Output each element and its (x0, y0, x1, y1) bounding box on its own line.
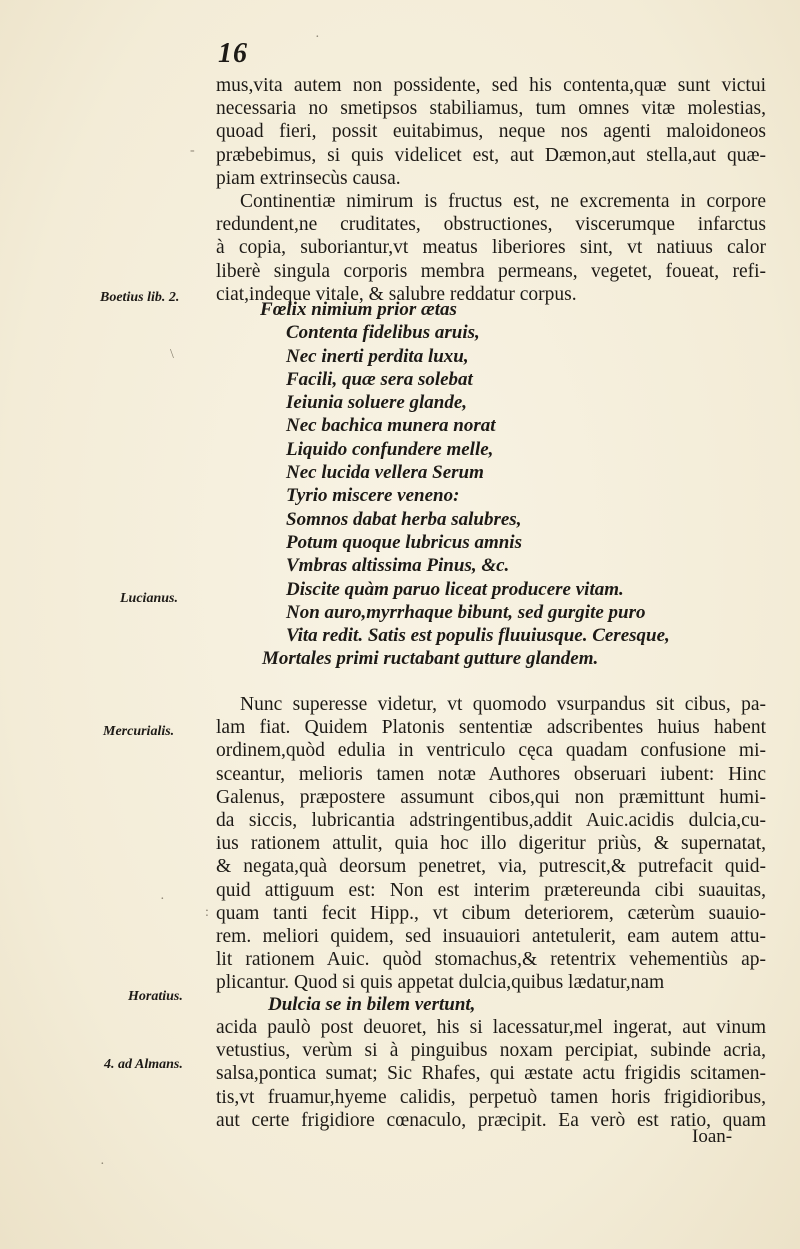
verse-line: Tyrio miscere veneno: (286, 485, 460, 507)
text-line: plicantur. Quod si quis appetat dulcia,quibus lædatur,nam (216, 972, 665, 994)
text-line: vetustius, verùm si à pinguibus noxam percipiat, subinde acria, (216, 1040, 766, 1062)
text-line: sceantur, melioris tamen notæ Authores obseruari iubent: Hinc (216, 763, 766, 785)
verse-line: Somnos dabat herba salubres, (286, 508, 522, 530)
text-line: Galenus, præpostere assumunt cibos,qui non præmittunt humi- (216, 786, 766, 808)
verse-line: Nec bachica munera norat (286, 415, 496, 437)
text-line: quid attiguum est: Non est interim prætereunda cibi suauitas, (216, 879, 766, 901)
text-line: præbebimus, si quis videlicet est, aut Dæmon,aut stella,aut quæ- (216, 144, 766, 166)
text-line: quam tanti fecit Hipp., vt cibum deteriorem, cæterùm suauio- (216, 902, 766, 924)
verse-line: Ieiunia soluere glande, (286, 392, 468, 414)
text-line: & negata,quà deorsum penetret, via, putrescit,& putrefacit quid- (216, 856, 766, 878)
verse-line: Vita redit. Satis est populis fluuiusque. Ceresque, (286, 625, 670, 647)
margin-note-boetius: Boetius lib. 2. (100, 290, 180, 305)
text-line: mus,vita autem non possidente, sed his contenta,quæ sunt victui (216, 75, 766, 96)
verse-line: Non auro,myrrhaque bibunt, sed gurgite puro (286, 601, 646, 623)
text-line: ordinem,quòd edulia in ventriculo cęca quadam confusione mi- (216, 740, 766, 762)
margin-note-lucianus: Lucianus. (120, 591, 178, 606)
text-line: liberè singula corporis membra permeans, vegetet, foueat, refi- (216, 260, 766, 282)
text-line: da siccis, lubricantia adstringentibus,addit Auic.acidis dulcia,cu- (216, 810, 766, 832)
paragraph-acida (216, 1016, 766, 1132)
ink-speck: : (205, 905, 209, 920)
text-line: lam fiat. Quidem Platonis sententiæ adscribentes huius habent (216, 717, 766, 739)
verse-quotation (262, 298, 762, 671)
margin-note-mercurialis: Mercurialis. (103, 724, 175, 739)
text-line: aut certe frigidiore cœnaculo, præcipit. Ea verò est ratio, quam (216, 1109, 766, 1131)
text-line: Continentiæ nimirum is fructus est, ne excrementa in corpore (240, 191, 766, 212)
catchword-text: Ioan- (692, 1126, 733, 1147)
verse-line: Mortales primi ructabant gutture glandem. (262, 648, 599, 670)
text-line: lit rationem Auic. quòd stomachus,& retentrix vehementiùs ap- (216, 949, 766, 971)
paragraph-nunc (216, 693, 766, 995)
margin-note-horatius: Horatius. (128, 989, 183, 1004)
verse-line: Facili, quæ sera solebat (286, 368, 473, 390)
verse-line: Liquido confundere melle, (286, 438, 494, 460)
text-line: rem. meliori quidem, sed insuauiori antetulerit, eam autem attu- (216, 926, 766, 948)
ink-speck: · (315, 30, 320, 45)
text-line: tis,vt fruamur,hyeme calidis, perpetuò tamen horis frigidioribus, (216, 1086, 766, 1108)
text-line: quoad fieri, possit euitabimus, neque nos agenti maloidoneos (216, 121, 766, 143)
verse-line: Potum quoque lubricus amnis (286, 531, 522, 553)
verse-line: Nec inerti perdita luxu, (286, 345, 469, 367)
text-line: ciat,indeque vitale, & salubre reddatur corpus. (216, 283, 577, 305)
ink-speck: · (100, 1157, 105, 1172)
verse-line: Discite quàm paruo liceat producere vitam. (286, 578, 624, 600)
verse-quotation-horace (268, 993, 768, 1016)
verse-line: Vmbras altissima Pinus, &c. (286, 555, 510, 577)
paragraph-continuation (216, 74, 766, 190)
margin-note-almans: 4. ad Almans. (104, 1057, 183, 1072)
verse-line: Fœlix nimium prior ætas (260, 299, 457, 320)
text-line: à copia, suboriantur,vt meatus liberiores sint, vt natiuus calor (216, 237, 766, 259)
text-line: redundent,ne cruditates, obstructiones, viscerumque infarctus (216, 214, 766, 236)
text-line: ius rationem attulit, quia hoc illo digeritur priùs, & supernatat, (216, 833, 766, 855)
catchword (692, 1125, 772, 1148)
verse-line: Dulcia se in bilem vertunt, (268, 994, 476, 1015)
verse-line: Contenta fidelibus aruis, (286, 322, 480, 344)
page-number: 16 (218, 38, 248, 69)
ink-speck: \ (170, 347, 174, 362)
text-line: piam extrinsecùs causa. (216, 167, 401, 189)
text-line: acida paulò post deuoret, his si lacessatur,mel ingerat, aut vinum (216, 1017, 766, 1038)
text-line: salsa,pontica sumat; Sic Rhafes, qui æstate actu frigidis scitamen- (216, 1063, 766, 1085)
text-line: Nunc superesse videtur, vt quomodo vsurpandus sit cibus, pa- (240, 694, 766, 715)
ink-speck: · (160, 892, 165, 907)
verse-line: Nec lucida vellera Serum (286, 462, 484, 484)
ink-speck: - (190, 143, 195, 158)
text-line: necessaria no smetipsos stabiliamus, tum omnes vitæ molestias, (216, 98, 766, 120)
paragraph-continentia (216, 190, 766, 306)
